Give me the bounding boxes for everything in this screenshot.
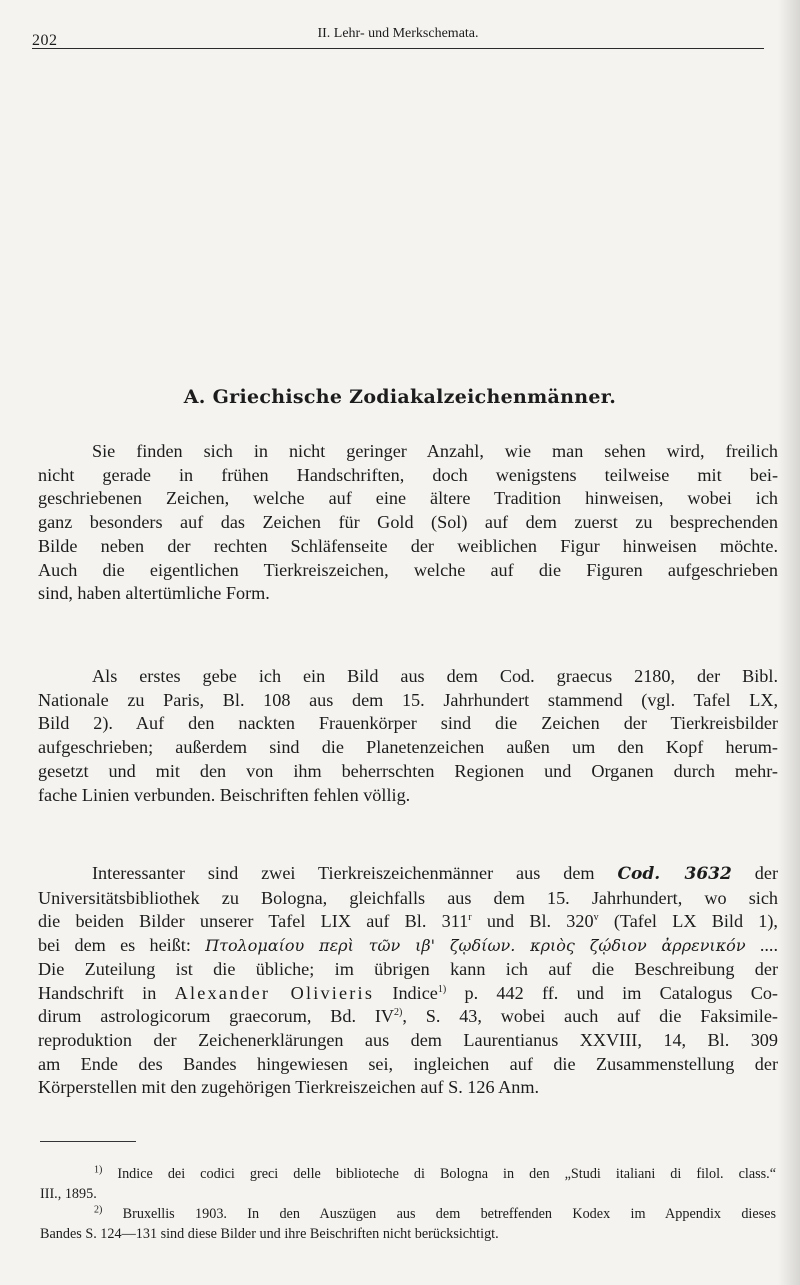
- paragraph-line: Die Zuteilung ist die übliche; im übrigen kann ich auf die Beschreibung der: [38, 958, 778, 979]
- paragraph-line: sind, haben altertümliche Form.: [38, 583, 270, 604]
- paragraph-line: fache Linien verbunden. Beischriften fehlen völlig.: [38, 784, 411, 805]
- text-segment: und Bl. 320: [471, 911, 594, 932]
- footnote-line: III., 1895.: [40, 1186, 97, 1202]
- paragraph-line: ganz besonders auf das Zeichen für Gold (Sol) auf dem zuerst zu besprechenden: [38, 512, 778, 533]
- section-title: A. Griechische Zodiakalzeichenmänner.: [183, 386, 617, 408]
- paragraph-1: [38, 440, 778, 606]
- footnote-text: Bruxellis 1903. In den Auszügen aus dem betreffenden Kodex im Appendix dieses: [102, 1206, 776, 1222]
- paragraph-line: Bilde neben der rechten Schläfenseite der weiblichen Figur hinweisen möchte.: [38, 535, 778, 556]
- text-segment: ....: [759, 935, 779, 956]
- paragraph-3: [38, 862, 778, 1100]
- text-segment: bei dem es heißt:: [38, 935, 191, 956]
- footnote-line: Bandes S. 124—131 sind diese Bilder und ihre Beischriften nicht berücksichtigt.: [40, 1226, 499, 1242]
- paragraph-line: Als erstes gebe ich ein Bild aus dem Cod. graecus 2180, der Bibl.: [92, 666, 778, 686]
- greek-quotation: Πτολομαίου περὶ τῶν ιβ' ζῳδίων. κριὸς ζῴδιον ἀρρενικόν: [205, 936, 746, 956]
- paragraph-line: [38, 982, 778, 1006]
- page-edge-shadow: [778, 0, 800, 1285]
- footnote-2: [40, 1204, 776, 1244]
- text-segment: Interessanter sind zwei Tierkreiszeichenmänner aus dem: [92, 863, 595, 883]
- text-segment: (Tafel LX Bild 1),: [598, 911, 778, 932]
- footnotes: [40, 1164, 776, 1244]
- paragraph-line: aufgeschrieben; außerdem sind die Planetenzeichen außen um den Kopf herum-: [38, 737, 778, 758]
- paragraph-line: Universitätsbibliothek zu Bologna, gleichfalls aus dem 15. Jahrhundert, wo sich: [38, 887, 778, 908]
- footnote-marker: 2): [94, 1204, 103, 1216]
- paragraph-line: Körperstellen mit den zugehörigen Tierkreiszeichen auf S. 126 Anm.: [38, 1077, 540, 1098]
- paragraph-line: nicht gerade in frühen Handschriften, doch wenigstens teilweise mit bei-: [38, 464, 778, 485]
- paragraph-line: Nationale zu Paris, Bl. 108 aus dem 15. Jahrhundert stammend (vgl. Tafel LX,: [38, 689, 778, 710]
- footnote-marker: 2): [394, 1007, 403, 1019]
- paragraph-line: [38, 934, 778, 958]
- footnote-marker: 1): [437, 983, 447, 995]
- author-name: Alexander Olivieris: [174, 982, 375, 1003]
- paragraph-line: [38, 1005, 778, 1029]
- text-segment: Indice: [392, 982, 438, 1003]
- paragraph-line: geschriebenen Zeichen, welche auf eine ältere Tradition hinweisen, wobei ich: [38, 488, 778, 509]
- text-segment: dirum astrologicorum graecorum, Bd. IV: [38, 1006, 395, 1027]
- text-segment: , S. 43, wobei auch auf die Faksimile-: [402, 1006, 778, 1027]
- running-head: II. Lehr- und Merkschemata.: [317, 26, 479, 41]
- superscript: v: [593, 912, 599, 924]
- codex-reference: Cod. 3632: [617, 864, 732, 884]
- text-segment: die beiden Bilder unserer Tafel LIX auf Bl. 311: [38, 911, 469, 932]
- paragraph-line: am Ende des Bandes hingewiesen sei, ingleichen auf die Zusammenstellung der: [38, 1053, 778, 1074]
- paragraph-line: [38, 862, 778, 887]
- paragraph-line: Auch die eigentlichen Tierkreiszeichen, welche auf die Figuren aufgeschrieben: [38, 559, 778, 580]
- footnote-1: [40, 1164, 776, 1204]
- paragraph-line: Bild 2). Auf den nackten Frauenkörper sind die Zeichen der Tierkreisbilder: [38, 713, 778, 734]
- paragraph-line: gesetzt und mit den von ihm beherrschten Regionen und Organen durch mehr-: [38, 760, 778, 781]
- page-number: 202: [32, 32, 58, 49]
- page-header: [32, 22, 764, 49]
- paragraph-line: [38, 910, 778, 934]
- text-segment: der: [754, 863, 779, 883]
- text-segment: Handschrift in: [38, 982, 157, 1003]
- footnote-line: [40, 1164, 776, 1184]
- paragraph-2: [38, 665, 778, 807]
- footnote-divider: [40, 1141, 136, 1142]
- footnote-text: Indice dei codici greci delle biblioteche di Bologna in den „Studi italiani di filol. class.“: [102, 1166, 776, 1182]
- text-segment: p. 442 ff. und im Catalogus Co-: [446, 982, 778, 1003]
- footnote-line: [40, 1204, 776, 1224]
- paragraph-line: reproduktion der Zeichenerklärungen aus dem Laurentianus XXVIII, 14, Bl. 309: [38, 1029, 778, 1050]
- superscript: r: [468, 912, 472, 924]
- footnote-marker: 1): [94, 1164, 103, 1176]
- paragraph-line: Sie finden sich in nicht geringer Anzahl, wie man sehen wird, freilich: [92, 441, 778, 461]
